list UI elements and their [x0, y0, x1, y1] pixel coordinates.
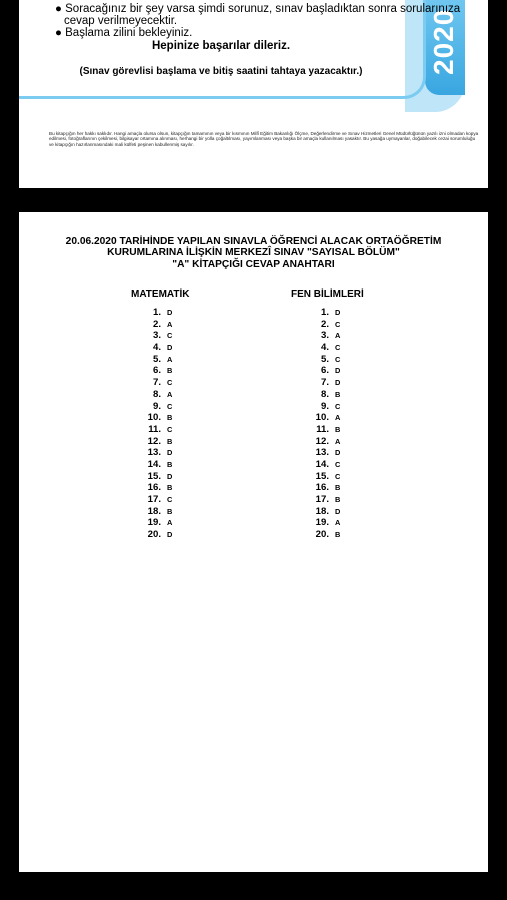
year-label: 2020	[428, 8, 459, 76]
answer-row	[127, 365, 187, 377]
answer-row	[127, 389, 187, 401]
answer-row	[295, 319, 355, 331]
title-line-2: KURUMLARINA İLİŞKİN MERKEZÎ SINAV "SAYISAL BÖLÜM"	[107, 247, 400, 259]
answer-row	[295, 377, 355, 389]
answer-letter: B	[167, 436, 173, 446]
answer-letter: C	[335, 343, 341, 353]
answer-row	[127, 424, 187, 436]
question-number: 15.	[315, 470, 329, 482]
answer-letter: A	[335, 331, 341, 341]
answer-row	[127, 377, 187, 389]
answer-row	[295, 447, 355, 459]
answer-letter: C	[167, 424, 173, 434]
answer-letter: B	[167, 483, 173, 493]
answer-row	[295, 529, 355, 541]
instruction-bullet-1-cont: cevap verilmeyecektir.	[64, 15, 178, 27]
answer-row	[127, 330, 187, 342]
question-number: 16.	[315, 482, 329, 494]
question-number: 2.	[152, 318, 161, 330]
question-number: 4.	[320, 342, 329, 354]
answer-row	[295, 342, 355, 354]
question-number: 10.	[147, 412, 161, 424]
answer-row	[295, 412, 355, 424]
question-number: 20.	[315, 529, 329, 541]
answer-letter: B	[167, 413, 173, 423]
question-number: 18.	[147, 505, 161, 517]
answer-letter: D	[335, 506, 341, 516]
question-number: 4.	[152, 342, 161, 354]
good-luck-text: Hepinize başarılar dileriz.	[151, 40, 291, 52]
answer-row	[295, 494, 355, 506]
answer-letter: D	[335, 448, 341, 458]
question-number: 11.	[148, 423, 161, 435]
answer-letter: B	[335, 424, 341, 434]
title-line-1: 20.06.2020 TARİHİNDE YAPILAN SINAVLA ÖĞRENCİ ALACAK ORTAÖĞRETİM	[65, 236, 442, 247]
column-title-fen: FEN BİLİMLERİ	[291, 289, 364, 300]
answer-row	[295, 436, 355, 448]
answer-row	[127, 436, 187, 448]
question-number: 15.	[147, 470, 161, 482]
answer-row	[295, 330, 355, 342]
answer-row	[127, 307, 187, 319]
question-number: 10.	[315, 412, 329, 424]
answer-row	[127, 447, 187, 459]
question-number: 11.	[316, 423, 329, 435]
answer-letter: D	[167, 530, 173, 540]
answers-column-matematik	[127, 307, 187, 541]
answer-key-title	[19, 236, 488, 270]
question-number: 19.	[315, 517, 329, 529]
answer-letter: C	[335, 471, 341, 481]
question-number: 2.	[320, 318, 329, 330]
answer-letter: D	[167, 343, 173, 353]
question-number: 17.	[315, 494, 329, 505]
answer-letter: A	[167, 319, 173, 329]
answer-letter: B	[335, 530, 341, 540]
answer-row	[295, 471, 355, 483]
answer-letter: A	[167, 354, 173, 364]
question-number: 1.	[320, 307, 329, 318]
answer-letter: D	[335, 378, 341, 388]
instruction-bullet-1: ● Soracağınız bir şey varsa şimdi sorunuz, sınav başladıktan sonra sorularınıza	[55, 3, 461, 15]
answer-row	[127, 319, 187, 331]
answer-key-page	[19, 212, 488, 872]
answer-row	[127, 517, 187, 529]
answer-letter: A	[167, 389, 173, 399]
copyright-footnote: Bu kitapçığın her hakkı saklıdır. Hangi amaçla olursa olsun, kitapçığın tamamının veya bir kısmının Millî Eğitim Bakanlığı Ölçme, Değerlendirme ve Sınav Hizmetleri Genel Müdürlüğünün yazılı izni olmadan kopya edilmesi, fotoğraflarının çekilmesi, bilgisayar ortamına alınması, herhangi bir yolla çoğaltılması, yayımlanması veya başka bir amaçla kullanılması yasaktır. Bu yasağa uymayanlar, doğabilecek cezai sorumluluğu ve kitapçığın hazırlanmasındaki mali külfeti peşinen kabullenmiş sayılır.	[49, 131, 479, 147]
question-number: 12.	[147, 435, 161, 447]
answer-row	[127, 482, 187, 494]
answer-row	[295, 307, 355, 319]
proctor-note: (Sınav görevlisi başlama ve bitiş saatini tahtaya yazacaktır.)	[79, 66, 363, 77]
question-number: 8.	[320, 388, 329, 400]
answer-letter: D	[167, 448, 173, 458]
column-title-matematik: MATEMATİK	[131, 289, 190, 300]
answer-letter: B	[167, 366, 173, 376]
answer-row	[127, 342, 187, 354]
answer-row	[295, 365, 355, 377]
question-number: 5.	[152, 353, 161, 365]
answer-letter: B	[335, 495, 341, 504]
answer-letter: A	[335, 413, 341, 423]
answer-letter: C	[335, 401, 341, 411]
instruction-bullet-2: ● Başlama zilini bekleyiniz.	[55, 27, 193, 39]
answers-column-fen	[295, 307, 355, 541]
answer-row	[127, 401, 187, 413]
answer-letter: A	[335, 518, 341, 528]
answer-row	[295, 517, 355, 529]
answer-letter: C	[335, 459, 341, 469]
answer-letter: A	[335, 436, 341, 446]
answer-row	[295, 506, 355, 518]
answer-letter: D	[335, 308, 341, 317]
answer-letter: C	[167, 401, 173, 411]
question-number: 19.	[147, 517, 161, 529]
answer-letter: C	[167, 495, 173, 504]
question-number: 7.	[152, 377, 161, 389]
answer-letter: D	[167, 308, 173, 317]
question-number: 8.	[152, 388, 161, 400]
question-number: 6.	[320, 365, 329, 377]
answer-row	[127, 494, 187, 506]
answer-letter: C	[167, 331, 173, 341]
answer-row	[295, 482, 355, 494]
answer-row	[295, 354, 355, 366]
answer-letter: D	[167, 471, 173, 481]
question-number: 3.	[320, 330, 329, 342]
question-number: 9.	[152, 400, 161, 412]
answer-letter: C	[335, 319, 341, 329]
answer-letter: C	[167, 378, 173, 388]
answer-row	[295, 389, 355, 401]
answer-letter: D	[335, 366, 341, 376]
answer-letter: C	[335, 354, 341, 364]
question-number: 3.	[152, 330, 161, 342]
question-number: 16.	[147, 482, 161, 494]
question-number: 18.	[315, 505, 329, 517]
question-number: 14.	[147, 458, 161, 470]
cover-page-fragment	[19, 0, 488, 188]
question-number: 17.	[147, 494, 161, 505]
answer-row	[127, 354, 187, 366]
answer-letter: A	[167, 518, 173, 528]
answer-letter: B	[167, 506, 173, 516]
question-number: 5.	[320, 353, 329, 365]
answer-row	[127, 529, 187, 541]
answer-letter: B	[335, 389, 341, 399]
title-line-3: "A" KİTAPÇIĞI CEVAP ANAHTARI	[172, 258, 335, 270]
answer-letter: B	[167, 459, 173, 469]
question-number: 14.	[315, 458, 329, 470]
question-number: 13.	[147, 447, 161, 459]
answer-row	[127, 506, 187, 518]
question-number: 9.	[320, 400, 329, 412]
answer-row	[127, 471, 187, 483]
answer-row	[295, 401, 355, 413]
question-number: 20.	[147, 529, 161, 541]
answer-row	[127, 459, 187, 471]
answer-row	[295, 459, 355, 471]
answer-row	[295, 424, 355, 436]
question-number: 1.	[152, 307, 161, 318]
answer-row	[127, 412, 187, 424]
question-number: 6.	[152, 365, 161, 377]
question-number: 13.	[315, 447, 329, 459]
question-number: 7.	[320, 377, 329, 389]
answer-letter: B	[335, 483, 341, 493]
question-number: 12.	[315, 435, 329, 447]
